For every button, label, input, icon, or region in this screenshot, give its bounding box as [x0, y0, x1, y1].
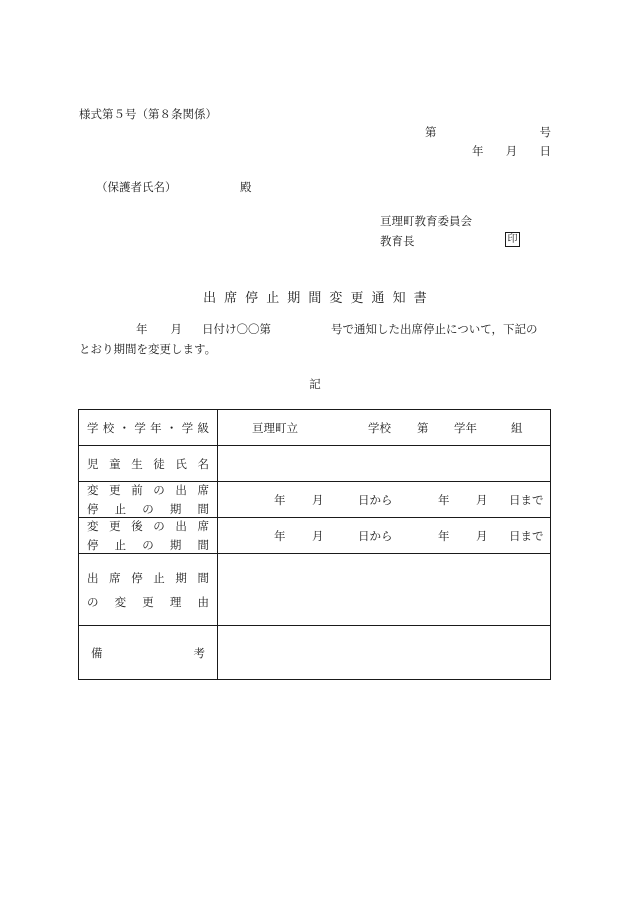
issuer-name: 亘理町教育委員会 — [380, 214, 472, 228]
label-char: 後 — [131, 519, 143, 533]
range-month: 月 — [312, 492, 324, 507]
label-char: 更 — [109, 519, 121, 533]
document-number — [425, 124, 551, 140]
field-change-reason[interactable] — [218, 554, 551, 626]
label-char: 間 — [197, 570, 209, 585]
label-char: 停 — [131, 570, 143, 585]
label-char: の — [87, 594, 99, 609]
table-row-student-name — [79, 446, 551, 482]
field-school-grade-class[interactable] — [218, 410, 551, 446]
label-char: 校 — [102, 420, 115, 435]
doc-no-prefix: 第 — [425, 125, 437, 139]
range-from: 日から — [358, 492, 393, 507]
label-char: 児 — [87, 456, 99, 471]
label-char: 席 — [109, 570, 121, 585]
field-remarks[interactable] — [218, 626, 551, 680]
label-char: 学 — [134, 420, 146, 435]
label-after-period — [79, 518, 218, 554]
range-month-end: 月 — [476, 528, 488, 543]
label-char: 学 — [87, 420, 99, 435]
label-school-grade-class — [79, 410, 218, 446]
label-char: ・ — [165, 420, 178, 435]
label-char: 氏 — [175, 456, 187, 471]
recipient-honorific: 殿 — [240, 180, 252, 194]
label-char: 更 — [109, 483, 121, 497]
label-char: 止 — [153, 570, 165, 585]
recipient-label: （保護者氏名） — [96, 180, 177, 194]
table-row-remarks — [79, 626, 551, 680]
label-char: 備 — [91, 645, 103, 660]
label-char: の — [153, 483, 165, 497]
label-char: 出 — [175, 483, 187, 497]
body-dated: 日付け〇〇第 — [202, 322, 271, 336]
table-row-before-period — [79, 482, 551, 518]
label-char: 間 — [197, 538, 209, 552]
label-char: 停 — [87, 502, 99, 516]
range-year: 年 — [274, 528, 286, 543]
label-char: の — [153, 519, 165, 533]
school-prefix: 亘理町立 — [252, 420, 298, 435]
date-month: 月 — [505, 144, 518, 158]
school-word: 学校 — [368, 420, 391, 435]
label-char: 徒 — [153, 456, 165, 471]
range-month: 月 — [312, 528, 324, 543]
label-char: 更 — [142, 594, 154, 609]
field-after-period[interactable] — [218, 518, 551, 554]
date-day: 日 — [539, 144, 551, 158]
grade-word: 学年 — [454, 420, 477, 435]
class-word: 組 — [511, 420, 523, 435]
range-year-end: 年 — [438, 528, 450, 543]
label-char: 席 — [197, 483, 209, 497]
grade-prefix: 第 — [417, 420, 429, 435]
range-year: 年 — [274, 492, 286, 507]
label-remarks — [79, 626, 218, 680]
label-char: 生 — [131, 456, 143, 471]
table-row-change-reason — [79, 554, 551, 626]
label-char: 前 — [131, 483, 143, 497]
label-char: 止 — [114, 538, 127, 552]
doc-no-suffix: 号 — [539, 125, 551, 139]
label-char: 停 — [87, 538, 99, 552]
document-title: 出席停止期間変更通知書 — [203, 291, 435, 306]
label-char: 童 — [109, 456, 121, 471]
body-line-2: とおり期間を変更します。 — [79, 342, 217, 356]
label-char: 期 — [169, 538, 182, 552]
range-to: 日まで — [509, 528, 544, 543]
issue-date — [472, 143, 551, 159]
label-change-reason — [79, 554, 218, 626]
label-char: 変 — [87, 483, 99, 497]
label-char: ・ — [118, 420, 131, 435]
range-to: 日まで — [509, 492, 544, 507]
label-char: 間 — [197, 502, 209, 516]
range-month-end: 月 — [476, 492, 488, 507]
label-char: 年 — [150, 420, 162, 435]
table-row-after-period — [79, 518, 551, 554]
body-notice-a: 号で通知した出席停止について，下記の — [331, 322, 538, 336]
label-student-name — [79, 446, 218, 482]
label-char: 期 — [169, 502, 182, 516]
label-char: 理 — [169, 594, 182, 609]
body-year: 年 — [136, 322, 148, 336]
label-before-period — [79, 482, 218, 518]
ki-heading: 記 — [309, 377, 321, 391]
notice-table — [78, 409, 551, 680]
field-student-name[interactable] — [218, 446, 551, 482]
form-number: 様式第５号（第８条関係） — [79, 107, 217, 121]
label-chars — [79, 420, 217, 436]
label-char: 止 — [114, 502, 127, 516]
label-char: 考 — [193, 645, 205, 660]
label-char: 席 — [197, 519, 209, 533]
label-char: 出 — [87, 570, 99, 585]
issuer-title: 教育長 — [380, 234, 415, 248]
date-year: 年 — [472, 144, 484, 158]
body-line-1 — [136, 321, 538, 337]
label-char: 期 — [175, 570, 187, 585]
field-before-period[interactable] — [218, 482, 551, 518]
label-char: の — [142, 538, 154, 552]
label-char: の — [142, 502, 154, 516]
body-month: 月 — [170, 322, 182, 336]
range-from: 日から — [358, 528, 393, 543]
seal-mark: 印 — [505, 232, 520, 247]
label-char: 変 — [114, 594, 127, 609]
label-char: 学 — [181, 420, 194, 435]
range-year-end: 年 — [438, 492, 450, 507]
label-char: 変 — [87, 519, 99, 533]
label-char: 名 — [197, 456, 209, 471]
label-char: 出 — [175, 519, 187, 533]
label-char: 由 — [197, 594, 209, 609]
label-char: 級 — [197, 420, 209, 435]
table-row-school — [79, 410, 551, 446]
